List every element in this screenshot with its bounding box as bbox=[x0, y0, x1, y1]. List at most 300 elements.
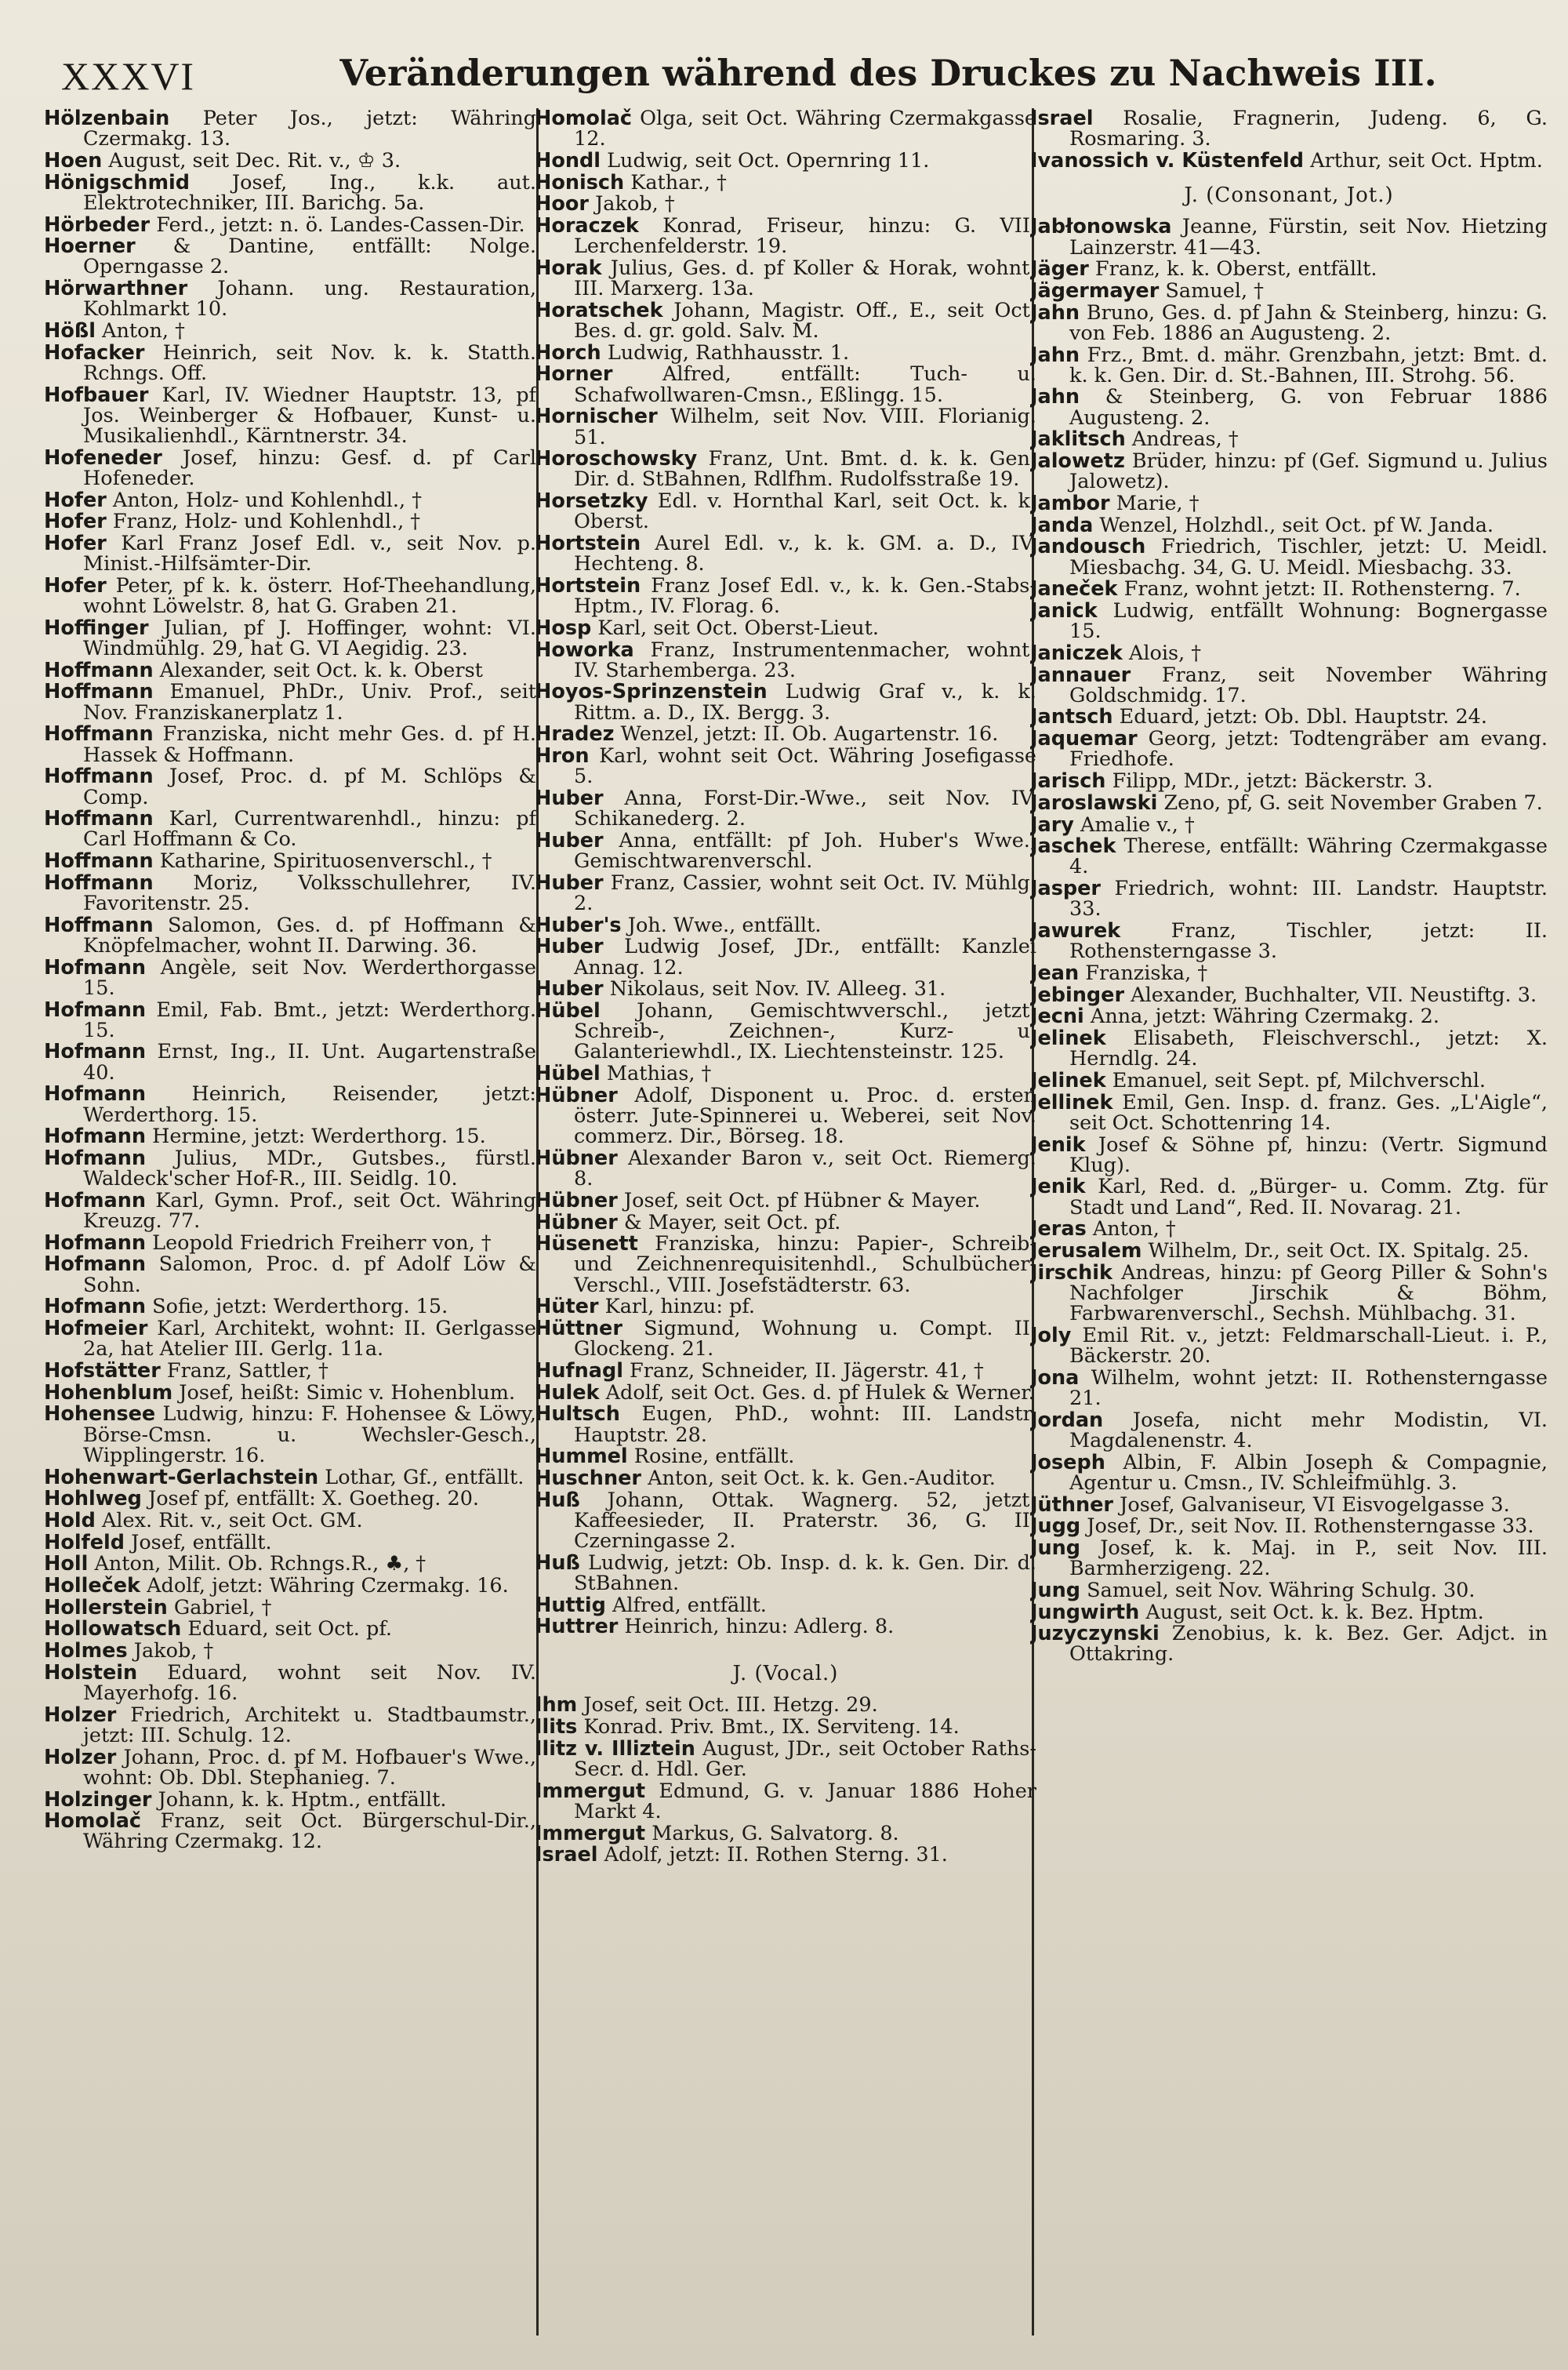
directory-entry bbox=[44, 1296, 536, 1317]
entry-name: Hönigschmid bbox=[44, 170, 191, 194]
entry-text: Marie, † bbox=[1109, 491, 1200, 515]
entry-text: August, seit Oct. k. k. Bez. Hptm. bbox=[1139, 1600, 1484, 1624]
directory-entry bbox=[44, 873, 536, 914]
entry-name: Jelinek bbox=[1030, 1027, 1106, 1051]
entry-text: Franz, Sattler, † bbox=[160, 1358, 328, 1383]
directory-entry bbox=[535, 1781, 1036, 1822]
directory-entry bbox=[535, 1190, 1036, 1211]
entry-name: Hofmann bbox=[44, 1040, 147, 1064]
entry-name: Hortstein bbox=[535, 573, 641, 598]
entry-name: Huber bbox=[535, 871, 604, 895]
entry-text: Peter, pf k. k. österr. Hof-Theehandlung, wohnt Löwelstr. 8, hat G. Graben 21. bbox=[83, 573, 536, 619]
directory-entry bbox=[1030, 836, 1548, 877]
entry-name: Holfeld bbox=[44, 1530, 125, 1554]
entry-text: Bruno, Ges. d. pf Jahn & Steinberg, hinzu: G. von Feb. 1886 an Augusteng. 2. bbox=[1069, 300, 1548, 345]
entry-text: Eduard, seit Oct. pf. bbox=[181, 1617, 392, 1641]
entry-name: Hüttner bbox=[535, 1317, 622, 1341]
directory-entry bbox=[1030, 1492, 1548, 1517]
entry-text: Ferd., jetzt: n. ö. Landes-Cassen-Dir. bbox=[150, 213, 525, 237]
entry-text: Emanuel, seit Sept. pf, Milchverschl. bbox=[1105, 1068, 1486, 1092]
directory-entry bbox=[44, 1358, 536, 1383]
directory-entry bbox=[535, 1001, 1036, 1063]
entry-text: Franz Josef Edl. v., k. k. Gen.-Stabs-Hptm., IV. Florag. 6. bbox=[574, 573, 1036, 619]
entry-text: Katharine, Spirituosenverschl., † bbox=[153, 849, 492, 874]
entry-text: Heinrich, seit Nov. k. k. Statth. Rchngs. Off. bbox=[83, 340, 536, 385]
directory-entry bbox=[535, 1234, 1036, 1296]
entry-name: Hoor bbox=[535, 192, 589, 216]
entry-name: Horsetzky bbox=[535, 489, 648, 514]
directory-entry bbox=[44, 385, 536, 447]
entry-text: Josef, Ing., k.k. aut. Elektrotechniker, III. Barichg. 5a. bbox=[83, 170, 536, 215]
entry-name: Hüter bbox=[535, 1295, 599, 1319]
entry-name: Hoffmann bbox=[44, 807, 154, 831]
directory-entry bbox=[1030, 1365, 1548, 1410]
entry-name: Hoen bbox=[44, 148, 103, 173]
entry-text: Ludwig, jetzt: Ob. Insp. d. k. k. Gen. Dir. d. StBahnen. bbox=[574, 1550, 1036, 1596]
entry-text: Emanuel, PhDr., Univ. Prof., seit Nov. Franziskanerplatz 1. bbox=[83, 680, 536, 725]
directory-entry bbox=[1030, 1580, 1548, 1601]
entry-name: Hofmann bbox=[44, 955, 147, 980]
entry-text: Franz, Schneider, II. Jägerstr. 41, † bbox=[622, 1358, 984, 1383]
directory-entry bbox=[535, 1693, 1036, 1718]
entry-name: Jirschik bbox=[1030, 1260, 1112, 1285]
entry-name: Immergut bbox=[535, 1821, 646, 1845]
entry-text: Adolf, Disponent u. Proc. d. ersten österr. Jute-Spinnerei u. Weberei, seit Nov. commerz. Dir., Börseg. 18. bbox=[574, 1083, 1036, 1149]
entry-text: Karl, Currentwarenhdl., hinzu: pf Carl Hoffmann & Co. bbox=[83, 807, 536, 852]
entry-name: Jahn bbox=[1030, 385, 1080, 409]
directory-entry bbox=[1030, 707, 1548, 727]
directory-entry bbox=[535, 406, 1036, 447]
entry-name: Hohlweg bbox=[44, 1487, 142, 1511]
entry-text: Moriz, Volksschullehrer, IV. Favoritenstr. 25. bbox=[83, 871, 536, 916]
entry-name: Hößl bbox=[44, 319, 96, 344]
entry-name: Hofmann bbox=[44, 1188, 147, 1212]
entry-name: Jasper bbox=[1030, 877, 1101, 901]
directory-entry bbox=[44, 680, 536, 725]
entry-name: Jarisch bbox=[1030, 769, 1106, 794]
entry-text: Josef, entfällt. bbox=[124, 1530, 272, 1554]
entry-name: Hultsch bbox=[535, 1402, 620, 1427]
entry-text: Franz, k. k. Oberst, entfällt. bbox=[1088, 257, 1377, 282]
entry-text: Franziska, † bbox=[1079, 961, 1208, 985]
entry-text: Josef, heißt: Simic v. Hohenblum. bbox=[172, 1380, 516, 1405]
entry-text: Amalie v., † bbox=[1073, 812, 1195, 837]
entry-text: Emil, Gen. Insp. d. franz. Ges. „L'Aigle“, seit Oct. Schottenring 14. bbox=[1069, 1090, 1548, 1135]
directory-entry bbox=[44, 1318, 536, 1359]
entry-name: Hornischer bbox=[535, 405, 658, 429]
entry-name: Hüsenett bbox=[535, 1232, 638, 1256]
entry-name: Holmes bbox=[44, 1639, 128, 1663]
directory-entry bbox=[1030, 878, 1548, 919]
entry-text: Adolf, jetzt: II. Rothen Sterng. 31. bbox=[597, 1843, 948, 1867]
entry-name: Israel bbox=[535, 1843, 598, 1867]
entry-name: Jellinek bbox=[1030, 1090, 1113, 1114]
entry-name: Jungwirth bbox=[1030, 1600, 1140, 1624]
directory-entry bbox=[44, 511, 536, 532]
entry-text: Friedrich, Tischler, jetzt: U. Meidl. Miesbachg. 34, G. U. Meidl. Miesbachg. 33. bbox=[1069, 535, 1548, 580]
entry-name: Jabłonowska bbox=[1030, 215, 1172, 239]
entry-name: Hoffmann bbox=[44, 722, 154, 747]
entry-text: Johann, Gemischtwverschl., jetzt: Schreib-, Zeichnen-, Kurz- u. Galanteriewhdl., IX. Liechtensteinstr. 125. bbox=[574, 999, 1036, 1064]
entry-name: Hübner bbox=[535, 1146, 618, 1170]
directory-entry bbox=[44, 1787, 536, 1812]
directory-entry bbox=[44, 1576, 536, 1596]
entry-name: Horner bbox=[535, 362, 613, 387]
entry-text: Georg, jetzt: Todtengräber am evang. Friedhofe. bbox=[1069, 727, 1548, 772]
entry-text: Josef, Dr., seit Nov. II. Rothensterngasse 33. bbox=[1080, 1514, 1534, 1539]
entry-name: Hofmann bbox=[44, 1146, 147, 1170]
entry-text: Ludwig Graf v., k. k. Rittm. a. D., IX. Bergg. 3. bbox=[574, 680, 1036, 725]
entry-text: Brüder, hinzu: pf (Gef. Sigmund u. Julius Jalowetz). bbox=[1069, 449, 1548, 494]
directory-entry bbox=[1030, 257, 1548, 282]
entry-text: Friedrich, wohnt: III. Landstr. Hauptstr. 33. bbox=[1069, 877, 1548, 921]
entry-text: Josef, k. k. Maj. in P., seit Nov. III. Barmherzigeng. 22. bbox=[1069, 1536, 1548, 1581]
directory-entry bbox=[1030, 1132, 1548, 1177]
directory-entry bbox=[535, 340, 1036, 365]
directory-entry bbox=[535, 491, 1036, 532]
directory-entry bbox=[1030, 1323, 1548, 1369]
entry-text: Kathar., † bbox=[624, 170, 727, 194]
directory-entry bbox=[1030, 1622, 1548, 1667]
page-number: XXXVI bbox=[61, 54, 196, 98]
entry-text: Ludwig, entfällt Wohnung: Bognergasse 15. bbox=[1069, 598, 1548, 644]
directory-entry bbox=[1030, 919, 1548, 964]
directory-entry bbox=[1030, 598, 1548, 644]
directory-entry bbox=[44, 1404, 536, 1466]
entry-name: Ihm bbox=[535, 1693, 578, 1718]
page-title: Veränderungen während des Druckes zu Nachweis III. bbox=[339, 52, 1437, 94]
directory-entry bbox=[535, 873, 1036, 914]
directory-entry bbox=[44, 1230, 536, 1255]
directory-entry bbox=[44, 533, 536, 574]
entry-text: August, JDr., seit October Raths-Secr. d. Hdl. Ger. bbox=[574, 1736, 1036, 1781]
entry-text: Josef & Söhne pf, hinzu: (Vertr. Sigmund Klug). bbox=[1069, 1132, 1548, 1177]
entry-text: Adolf, seit Oct. Ges. d. pf Hulek & Werner. bbox=[599, 1380, 1035, 1405]
directory-entry bbox=[1030, 963, 1548, 983]
entry-text: Therese, entfällt: Währing Czermakgasse 4. bbox=[1069, 834, 1548, 879]
entry-text: Johann, Proc. d. pf M. Hofbauer's Wwe., wohnt: Ob. Dbl. Stephanieg. 7. bbox=[83, 1745, 536, 1790]
directory-entry bbox=[535, 1717, 1036, 1737]
entry-name: Huber bbox=[535, 787, 604, 810]
entry-name: Holstein bbox=[44, 1660, 138, 1685]
entry-text: Andreas, † bbox=[1125, 427, 1239, 452]
entry-text: Alfred, entfällt. bbox=[605, 1593, 767, 1617]
entry-text: Angèle, seit Nov. Werderthorgasse 15. bbox=[83, 955, 536, 1000]
entry-name: Joly bbox=[1030, 1323, 1072, 1347]
entry-name: Juzyczynski bbox=[1030, 1622, 1160, 1646]
entry-name: Hoffmann bbox=[44, 680, 154, 704]
entry-name: Hofmann bbox=[44, 1230, 147, 1255]
section-heading: J. (Consonant, Jot.) bbox=[1184, 184, 1394, 208]
directory-entry bbox=[1030, 515, 1548, 536]
entry-name: Hoffmann bbox=[44, 913, 154, 937]
directory-entry bbox=[535, 1063, 1036, 1084]
entry-name: Jean bbox=[1030, 961, 1080, 985]
entry-text: Arthur, seit Oct. Hptm. bbox=[1304, 148, 1543, 173]
directory-entry bbox=[535, 915, 1036, 936]
entry-name: Janick bbox=[1030, 598, 1098, 623]
directory-entry bbox=[44, 1660, 536, 1706]
entry-name: Hoffmann bbox=[44, 658, 154, 682]
entry-name: Hoerner bbox=[44, 234, 136, 259]
entry-name: Huß bbox=[535, 1488, 580, 1512]
directory-entry bbox=[44, 849, 536, 874]
entry-text: Adolf, jetzt: Währing Czermakg. 16. bbox=[140, 1574, 509, 1598]
entry-text: Leopold Friedrich Freiherr von, † bbox=[146, 1230, 492, 1255]
entry-name: Howorka bbox=[535, 638, 634, 662]
directory-entry bbox=[44, 340, 536, 385]
directory-entry bbox=[44, 1641, 536, 1661]
entry-name: Jary bbox=[1030, 812, 1074, 837]
entry-text: Franziska, hinzu: Papier-, Schreib- und Zeichnenrequisitenhdl., Schulbücher-Verschl., VIII. Josefstädterstr. 63. bbox=[574, 1232, 1036, 1297]
directory-entry bbox=[44, 660, 536, 681]
directory-entry bbox=[44, 1254, 536, 1295]
directory-entry bbox=[1030, 300, 1548, 345]
entry-text: Josef, seit Oct. III. Hetzg. 29. bbox=[577, 1693, 878, 1718]
directory-entry bbox=[535, 1468, 1036, 1489]
entry-text: Johann, Ottak. Wagnerg. 52, jetzt: Kaffeesieder, II. Praterstr. 36, G. II. Czerningasse 2. bbox=[574, 1488, 1036, 1554]
entry-name: Ilitz v. Illiztein bbox=[535, 1736, 695, 1761]
directory-entry bbox=[535, 364, 1036, 405]
entry-name: Jecni bbox=[1030, 1005, 1084, 1029]
directory-entry bbox=[535, 214, 1036, 259]
entry-name: Jannauer bbox=[1030, 663, 1131, 687]
directory-entry bbox=[44, 1619, 536, 1639]
entry-name: Hohensee bbox=[44, 1402, 156, 1427]
entry-name: Hoffmann bbox=[44, 871, 154, 895]
entry-name: Huttig bbox=[535, 1593, 606, 1617]
entry-name: Jäger bbox=[1030, 257, 1089, 282]
entry-text: Johann, Magistr. Off., E., seit Oct. Bes. d. gr. gold. Salv. M. bbox=[574, 298, 1036, 344]
entry-text: Karl, seit Oct. Oberst-Lieut. bbox=[591, 616, 879, 640]
directory-entry bbox=[44, 1126, 536, 1147]
entry-text: Olga, seit Oct. Währing Czermakgasse 12. bbox=[574, 108, 1036, 151]
entry-text: Anton, Holz- und Kohlenhdl., † bbox=[106, 488, 422, 512]
entry-text: Anna, entfällt: pf Joh. Huber's Wwe., Gemischtwarenverschl. bbox=[574, 828, 1036, 874]
entry-name: Jung bbox=[1030, 1578, 1081, 1602]
entry-name: Huber bbox=[535, 828, 604, 852]
entry-name: Hübel bbox=[535, 999, 601, 1023]
directory-entry bbox=[535, 722, 1036, 747]
entry-name: Hondl bbox=[535, 148, 601, 173]
entry-text: Sigmund, Wohnung u. Compt. II. Glockeng. 21. bbox=[574, 1317, 1036, 1361]
directory-entry bbox=[1030, 278, 1548, 303]
entry-name: Jordan bbox=[1030, 1408, 1104, 1432]
entry-name: Hofmann bbox=[44, 1082, 147, 1107]
entry-name: Hosp bbox=[535, 616, 592, 640]
directory-entry bbox=[1030, 1241, 1548, 1261]
entry-name: Holzer bbox=[44, 1703, 117, 1727]
entry-name: Holl bbox=[44, 1552, 89, 1576]
directory-entry bbox=[535, 1550, 1036, 1596]
directory-entry bbox=[535, 828, 1036, 874]
directory-entry bbox=[44, 170, 536, 215]
directory-entry bbox=[1030, 812, 1548, 837]
directory-entry bbox=[1030, 577, 1548, 602]
directory-entry bbox=[44, 108, 536, 149]
entry-text: Karl, wohnt seit Oct. Währing Josefigasse 5. bbox=[574, 744, 1036, 789]
directory-entry bbox=[44, 215, 536, 235]
entry-name: Ivanossich v. Küstenfeld bbox=[1030, 148, 1305, 173]
directory-entry bbox=[44, 1747, 536, 1788]
entry-name: Hoffmann bbox=[44, 849, 154, 874]
entry-text: Anton, Milit. Ob. Rchngs.R., ♣, † bbox=[88, 1552, 426, 1576]
entry-text: Joh. Wwe., entfällt. bbox=[621, 913, 822, 937]
directory-entry bbox=[1030, 1175, 1548, 1220]
directory-entry bbox=[535, 108, 1036, 149]
directory-entry bbox=[535, 1380, 1036, 1405]
entry-name: Jahn bbox=[1030, 300, 1080, 325]
entry-name: Janda bbox=[1030, 513, 1094, 537]
entry-text: Anton, † bbox=[1086, 1217, 1176, 1241]
directory-entry bbox=[44, 724, 536, 765]
directory-entry bbox=[44, 1188, 536, 1234]
entry-text: Eugen, PhD., wohnt: III. Landstr. Hauptstr. 28. bbox=[574, 1402, 1036, 1447]
directory-entry bbox=[44, 1811, 536, 1852]
entry-text: Karl, Architekt, wohnt: II. Gerlgasse 2a, hat Atelier III. Gerlg. 11a. bbox=[83, 1317, 536, 1361]
directory-entry bbox=[1030, 643, 1548, 663]
entry-name: Holzinger bbox=[44, 1787, 152, 1812]
entry-text: Karl, Red. d. „Bürger- u. Comm. Ztg. für Stadt und Land“, Red. II. Novarag. 21. bbox=[1069, 1175, 1548, 1220]
entry-text: Franz, Tischler, jetzt: II. Rothensterngasse 3. bbox=[1069, 919, 1548, 964]
entry-name: Hölzenbain bbox=[44, 108, 170, 130]
entry-name: Hufnagl bbox=[535, 1358, 623, 1383]
directory-entry bbox=[1030, 385, 1548, 430]
entry-text: Karl, IV. Wiedner Hauptstr. 13, pf Jos. Weinberger & Hofbauer, Kunst- u. Musikalienhdl., Kärntnerstr. 34. bbox=[83, 383, 536, 449]
entry-name: Jahn bbox=[1030, 343, 1080, 367]
entry-text: Salomon, Proc. d. pf Adolf Löw & Sohn. bbox=[83, 1252, 536, 1297]
directory-entry bbox=[1030, 1028, 1548, 1069]
directory-entry bbox=[535, 1490, 1036, 1552]
entry-name: Jandousch bbox=[1030, 535, 1146, 559]
directory-entry bbox=[1030, 1538, 1548, 1579]
entry-text: Karl Franz Josef Edl. v., seit Nov. p. Minist.-Hilfsämter-Dir. bbox=[83, 532, 536, 576]
entry-name: Hübner bbox=[535, 1083, 618, 1107]
entry-name: Jawurek bbox=[1030, 919, 1121, 943]
column-3 bbox=[1030, 108, 1548, 2335]
directory-entry bbox=[44, 148, 536, 173]
entry-name: Hohenwart-Gerlachstein bbox=[44, 1465, 319, 1489]
directory-entry bbox=[1030, 1410, 1548, 1451]
entry-name: Horch bbox=[535, 340, 601, 365]
column-1 bbox=[44, 108, 536, 2335]
entry-name: Jaklitsch bbox=[1030, 427, 1126, 452]
entry-text: Konrad. Priv. Bmt., IX. Serviteng. 14. bbox=[577, 1715, 960, 1739]
entry-text: Josef, Proc. d. pf M. Schlöps & Comp. bbox=[83, 765, 536, 809]
directory-entry bbox=[44, 236, 536, 277]
directory-entry bbox=[44, 573, 536, 619]
entry-text: Samuel, † bbox=[1159, 278, 1264, 303]
entry-name: Jerusalem bbox=[1030, 1239, 1142, 1263]
entry-text: Peter Jos., jetzt: Währing Czermakg. 13. bbox=[83, 108, 536, 151]
directory-entry bbox=[535, 1148, 1036, 1189]
entry-text: Salomon, Ges. d. pf Hoffmann & Knöpfelmacher, wohnt II. Darwing. 36. bbox=[83, 913, 536, 958]
directory-entry bbox=[1030, 493, 1548, 514]
directory-entry bbox=[535, 298, 1036, 344]
entry-text: Ludwig, seit Oct. Opernring 11. bbox=[601, 148, 930, 173]
directory-entry bbox=[1030, 535, 1548, 580]
directory-entry bbox=[1030, 793, 1548, 813]
directory-entry bbox=[535, 1736, 1036, 1781]
entry-name: Hoffmann bbox=[44, 765, 154, 789]
entry-text: Josefa, nicht mehr Modistin, VI. Magdalenenstr. 4. bbox=[1069, 1408, 1548, 1452]
entry-name: Hofmeier bbox=[44, 1317, 148, 1341]
entry-text: Franz, Holz- und Kohlenhdl., † bbox=[106, 510, 421, 534]
entry-name: Janiczek bbox=[1030, 641, 1123, 665]
entry-text: Ludwig Josef, JDr., entfällt: Kanzlei Annag. 12. bbox=[574, 935, 1036, 980]
directory-entry bbox=[44, 915, 536, 956]
entry-name: Honisch bbox=[535, 170, 625, 194]
directory-entry bbox=[44, 490, 536, 511]
entry-name: Huschner bbox=[535, 1467, 641, 1490]
entry-text: Zeno, pf, G. seit November Graben 7. bbox=[1157, 791, 1543, 815]
directory-entry bbox=[535, 640, 1036, 681]
entry-text: Wilhelm, wohnt jetzt: II. Rothensterngasse 21. bbox=[1069, 1365, 1548, 1410]
entry-name: Horoschowsky bbox=[535, 447, 698, 471]
entry-text: Sofie, jetzt: Werderthorg. 15. bbox=[146, 1295, 448, 1319]
directory-entry bbox=[44, 319, 536, 344]
entry-text: Wenzel, jetzt: II. Ob. Augartenstr. 16. bbox=[614, 722, 999, 747]
directory-entry bbox=[44, 1000, 536, 1041]
entry-text: Emil Rit. v., jetzt: Feldmarschall-Lieut. i. P., Bäckerstr. 20. bbox=[1069, 1323, 1548, 1369]
entry-name: Jambor bbox=[1030, 491, 1110, 515]
directory-entry bbox=[44, 445, 536, 490]
entry-name: Hörbeder bbox=[44, 213, 151, 237]
entry-name: Jägermayer bbox=[1030, 278, 1160, 303]
entry-name: Hoffinger bbox=[44, 616, 149, 640]
directory-entry bbox=[1030, 345, 1548, 386]
entry-text: Josef, Galvaniseur, VI Eisvogelgasse 3. bbox=[1113, 1492, 1510, 1517]
entry-text: Jeanne, Fürstin, seit Nov. Hietzing Lainzerstr. 41—43. bbox=[1069, 215, 1548, 260]
entry-name: Hofeneder bbox=[44, 445, 162, 470]
entry-text: Franziska, nicht mehr Ges. d. pf H. Hassek & Hoffmann. bbox=[83, 722, 536, 767]
entry-name: Jaquemar bbox=[1030, 727, 1138, 751]
directory-entry bbox=[535, 1212, 1036, 1233]
directory-entry bbox=[1030, 1452, 1548, 1493]
entry-text: Eduard, wohnt seit Nov. IV. Mayerhofg. 16. bbox=[83, 1660, 536, 1706]
entry-text: Elisabeth, Fleischverschl., jetzt: X. Herndlg. 24. bbox=[1069, 1027, 1548, 1071]
directory-entry bbox=[1030, 427, 1548, 452]
entry-text: Anna, jetzt: Währing Czermakg. 2. bbox=[1083, 1005, 1439, 1029]
directory-entry bbox=[1030, 1514, 1548, 1539]
directory-entry bbox=[535, 1595, 1036, 1616]
entry-text: Alois, † bbox=[1122, 641, 1202, 665]
entry-text: Anton, seit Oct. k. k. Gen.-Auditor. bbox=[641, 1467, 996, 1490]
directory-entry bbox=[535, 447, 1036, 492]
entry-text: Johann, k. k. Hptm., entfällt. bbox=[151, 1787, 447, 1812]
entry-text: Friedrich, Architekt u. Stadtbaumstr., jetzt: III. Schulg. 12. bbox=[83, 1703, 536, 1747]
entry-name: Jugg bbox=[1030, 1514, 1081, 1539]
entry-name: Hohenblum bbox=[44, 1380, 173, 1405]
entry-name: Jeras bbox=[1030, 1217, 1087, 1241]
directory-entry bbox=[535, 1845, 1036, 1865]
entry-text: Ernst, Ing., II. Unt. Augartenstraße 40. bbox=[83, 1040, 536, 1085]
entry-name: Hübner bbox=[535, 1188, 618, 1212]
directory-entry bbox=[535, 194, 1036, 214]
directory-entry bbox=[535, 148, 1036, 173]
entry-name: Hofmann bbox=[44, 1295, 147, 1319]
directory-entry bbox=[1030, 1602, 1548, 1623]
directory-entry bbox=[44, 1489, 536, 1509]
directory-entry bbox=[535, 258, 1036, 299]
entry-text: Frz., Bmt. d. mähr. Grenzbahn, jetzt: Bmt. d. k. k. Gen. Dir. d. St.-Bahnen, III. Strohg. 56. bbox=[1069, 343, 1548, 387]
entry-text: Edl. v. Hornthal Karl, seit Oct. k. k. Oberst. bbox=[574, 489, 1036, 534]
directory-entry bbox=[535, 573, 1036, 619]
entry-name: Janeček bbox=[1030, 577, 1118, 602]
directory-entry bbox=[44, 766, 536, 807]
column-2 bbox=[535, 108, 1036, 2335]
directory-entry bbox=[44, 277, 536, 322]
